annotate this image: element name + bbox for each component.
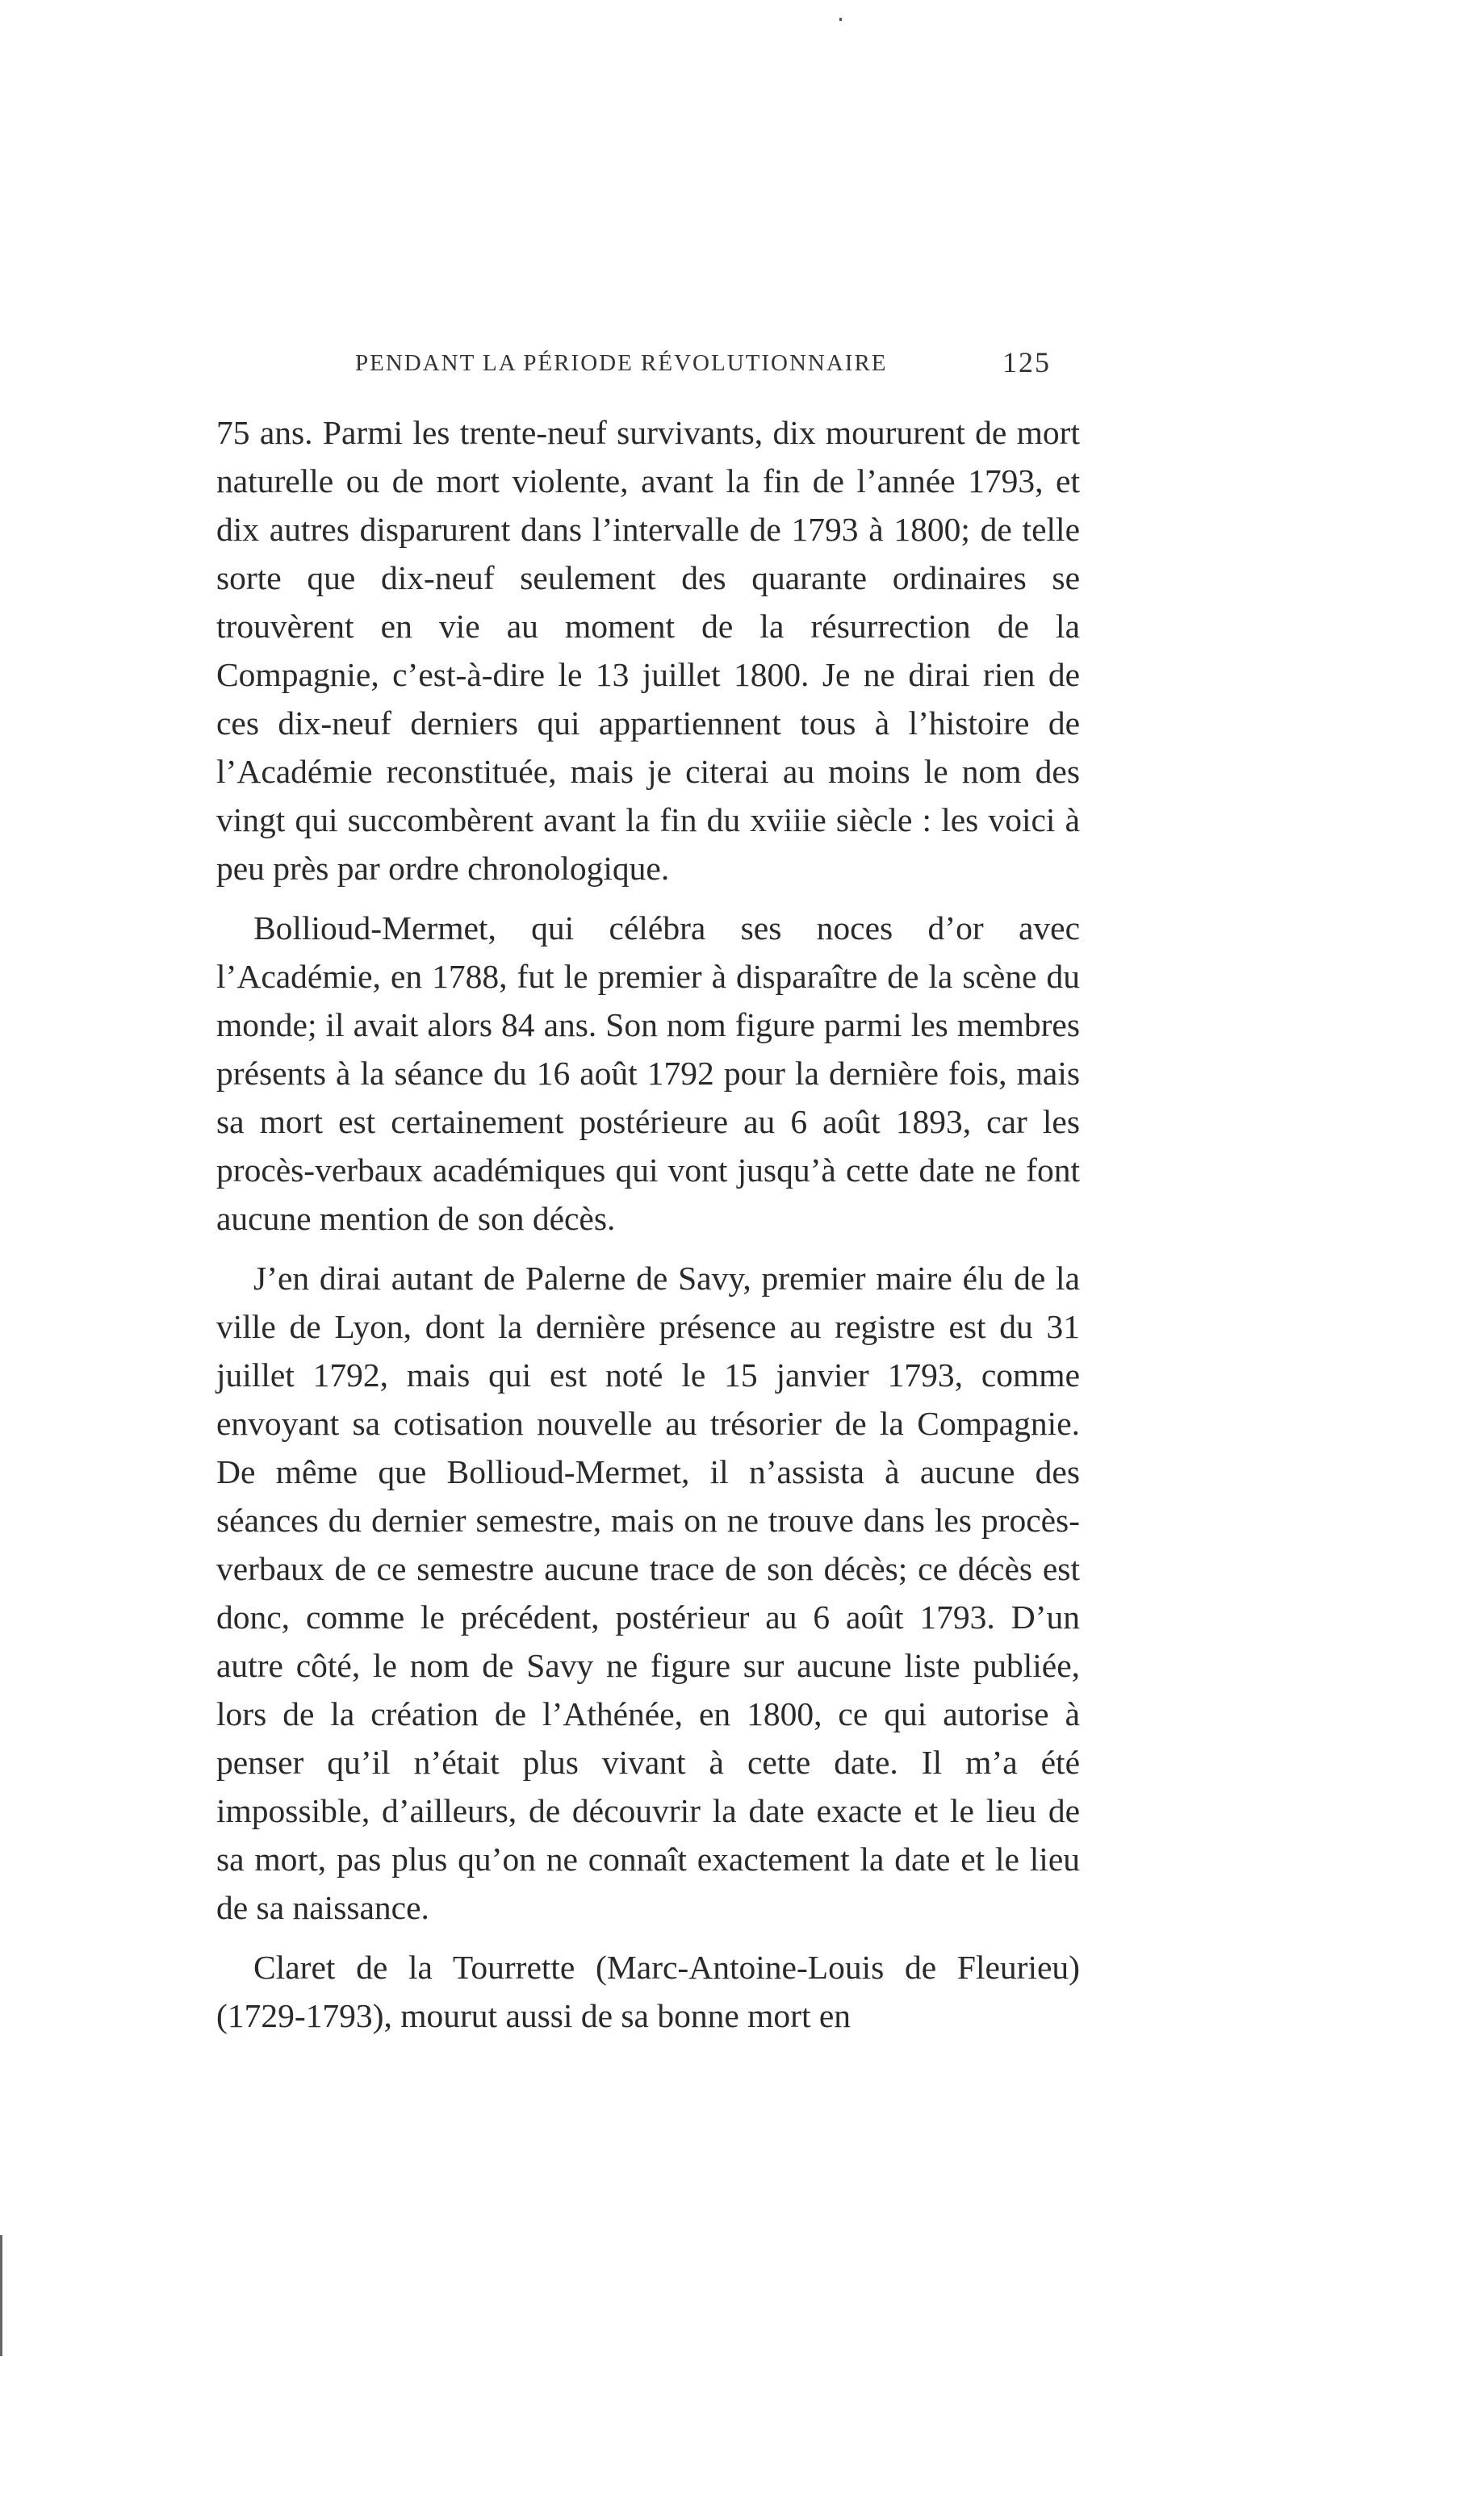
- paragraph-3: J’en dirai autant de Palerne de Savy, premier maire élu de la ville de Lyon, dont la dernière présence au registre est du 31 juillet 1792, mais qui est noté le 15 janvier 1793, comme envoyant sa cotisation nouvelle au trésorier de la Compagnie. De même que Bollioud-Mermet, il n’assista à aucune des séances du dernier semestre, mais on ne trouve dans les procès-verbaux de ce semestre aucune trace de son décès; ce décès est donc, comme le précédent, postérieur au 6 août 1793. D’un autre côté, le nom de Savy ne figure sur aucune liste publiée, lors de la création de l’Athénée, en 1800, ce qui autorise à penser qu’il n’était plus vivant à cette date. Il m’a été impossible, d’ailleurs, de découvrir la date exacte et le lieu de sa mort, pas plus qu’on ne connaît exactement la date et le lieu de sa naissance.: [216, 1260, 1080, 1926]
- scan-speck: [839, 18, 842, 21]
- paragraph-1: 75 ans. Parmi les trente-neuf survivants, dix moururent de mort naturelle ou de mort violente, avant la fin de l’année 1793, et dix autres disparurent dans l’intervalle de 1793 à 1800; de telle sorte que dix-neuf seulement des quarante ordinaires se trouvèrent en vie au moment de la résurrection de la Compagnie, c’est-à-dire le 13 juillet 1800. Je ne dirai rien de ces dix-neuf derniers qui appartiennent tous à l’histoire de l’Académie reconstituée, mais je citerai au moins le nom des vingt qui succombèrent avant la fin du xviiie siècle : les voici à peu près par ordre chronologique.: [216, 414, 1080, 887]
- paragraph-4: Claret de la Tourrette (Marc-Antoine-Louis de Fleurieu) (1729-1793), mourut aussi de sa bonne mort en: [216, 1949, 1080, 2034]
- running-title: PENDANT LA PÉRIODE RÉVOLUTIONNAIRE: [355, 350, 888, 376]
- scan-edge-mark: [0, 2235, 2, 2356]
- body-text: [216, 408, 1080, 2051]
- page-number: 125: [1002, 346, 1051, 378]
- running-head: [355, 345, 1065, 386]
- paragraph-2: Bollioud-Mermet, qui célébra ses noces d’or avec l’Académie, en 1788, fut le premier à disparaître de la scène du monde; il avait alors 84 ans. Son nom figure parmi les membres présents à la séance du 16 août 1792 pour la dernière fois, mais sa mort est certainement postérieure au 6 août 1893, car les procès-verbaux académiques qui vont jusqu’à cette date ne font aucune mention de son décès.: [216, 909, 1080, 1237]
